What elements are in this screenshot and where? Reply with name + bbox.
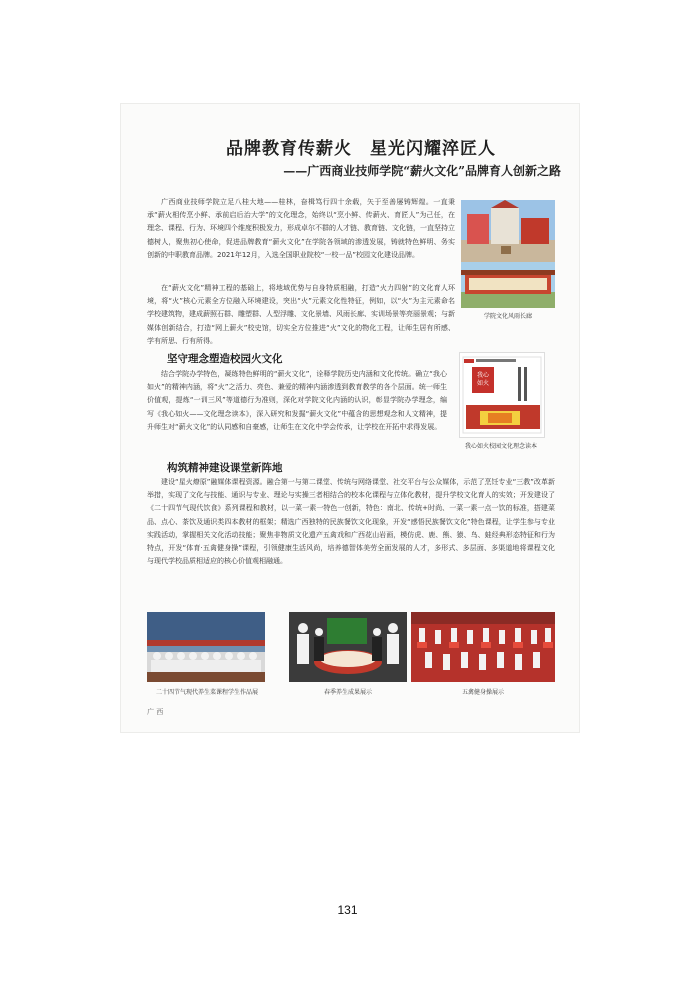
section-1-text: 结合学院办学特色，凝练特色鲜明的“薪火文化”，诠释学院历史内涵和文化传统。确立“我心如火”的精神内涵，将“火”之活力、亮色、兼爱的精神内涵渗透到教育教学的各个层面。统一师生价值观，提炼“一训三风”等道德行为准则，深化对学院文化内涵的认识，彰显学院办学理念，编写《我心如火——文化理念读本》，深入研究和发掘“薪火文化”中蕴含的思想观念和人文精神，提升师生对“薪火文化”的认同感和自豪感，让师生在文化中学会传承，让学校在开拓中求得发展。 [147,370,447,431]
intro-paragraph-1: 广西商业技师学院立足八桂大地——桂林，奋楫笃行四十余载，矢于至善屡铸辉煌。一直秉承“薪火相传烹小鲜、承前启后治大学”的文化理念，始终以“烹小鲜、传薪火、育匠人”为己任，在理念、课程、行为、环境四个维度积极发力，形成卓尔不群的人才链、教育链、文化链，一直坚持立德树人，聚焦初心使命，促进品牌教育“薪火文化”在学院各领域的渗透发展，铸就特色鲜明、务实创新的中职教育品牌。2021年12月，入选全国职业院校“一校一品”校园文化建设品牌。 [147,198,455,259]
svg-text:如火: 如火 [476,380,490,387]
footer-label: 广 西 [147,708,164,716]
exercise-performance-photo [411,612,555,682]
book-photo-caption: 我心如火校园文化理念读本 [464,443,537,450]
section-2-heading: 构筑精神建设课堂新阵地 [167,462,283,474]
scanned-page [120,103,580,733]
corridor-photo [461,262,555,308]
intro-paragraph-2: 在“薪火文化”精神工程的基础上，将地域优势与自身特质相融，打造“火力四射”的文化育人环境，将“火”核心元素全方位融入环境建设，突出“火”元素文化性特征，例如，以“火”为主元素命名学校建筑物，建成薪照石群、雕塑群、人型浮雕、文化景墙、风雨长廊、实训场景等亮丽景观；与新媒体创新结合，打造“网上薪火”校史馆，切实全方位推进“火”文化的物化工程，让师生居有所感、学有所思、行有所得。 [147,284,455,345]
article-subtitle: ——广西商业技师学院“薪火文化”品牌育人创新之路 [283,164,561,178]
campus-photo-caption: 学院文化风雨长廊 [483,313,532,320]
section-2-text: 建设“星火燎原”融媒体课程资源。融合第一与第二课堂、传统与网络课堂、社交平台与公众媒体，示范了烹饪专业“三教”改革新举措，实现了文化与技能、通识与专业、理论与实操三者相结合的校本化课程与立体化教材，提升学校文化育人的实效；开发建设了《二十四节气现代饮食》系列课程和教材，以一菜一素一特色一创新，特色：南北、传统+时尚、一菜一素一点一饮的标准，搭建菜品、点心、茶饮及通识类四本教材的框架；精选广西独特的民族餐饮文化现象，开发“感悟民族餐饮文化”特色课程，让学生参与专业实践活动，掌握相关文化活动技能；聚焦非物质文化遗产五禽戏和广西花山岩画，模仿虎、鹿、熊、猿、鸟、蛙经典形态特征和行为特点，开发“体育·五禽健身操”课程，引领健康生活风尚，培养德智体美劳全面发展的人才，多形式、多层面、多渠道地将课程文化与现代学校品质相适应的核心价值观相融通。 [147,478,555,566]
svg-text:我心: 我心 [476,372,490,379]
photo-1-caption: 二十四节气现代养生菜课程学生作品展 [155,689,258,696]
article-title: 品牌教育传薪火 星光闪耀淬匠人 [226,139,496,159]
photo-2-caption: 春季养生成果展示 [323,689,372,696]
chefs-group-photo [147,612,265,682]
campus-building-photo [461,200,555,262]
section-1-heading: 坚守理念塑造校园火文化 [167,353,283,365]
book-cover-photo [459,352,545,438]
photo-3-caption: 五禽健身操展示 [461,689,504,696]
spring-dishes-photo [289,612,407,682]
page-number: 131 [337,903,358,917]
